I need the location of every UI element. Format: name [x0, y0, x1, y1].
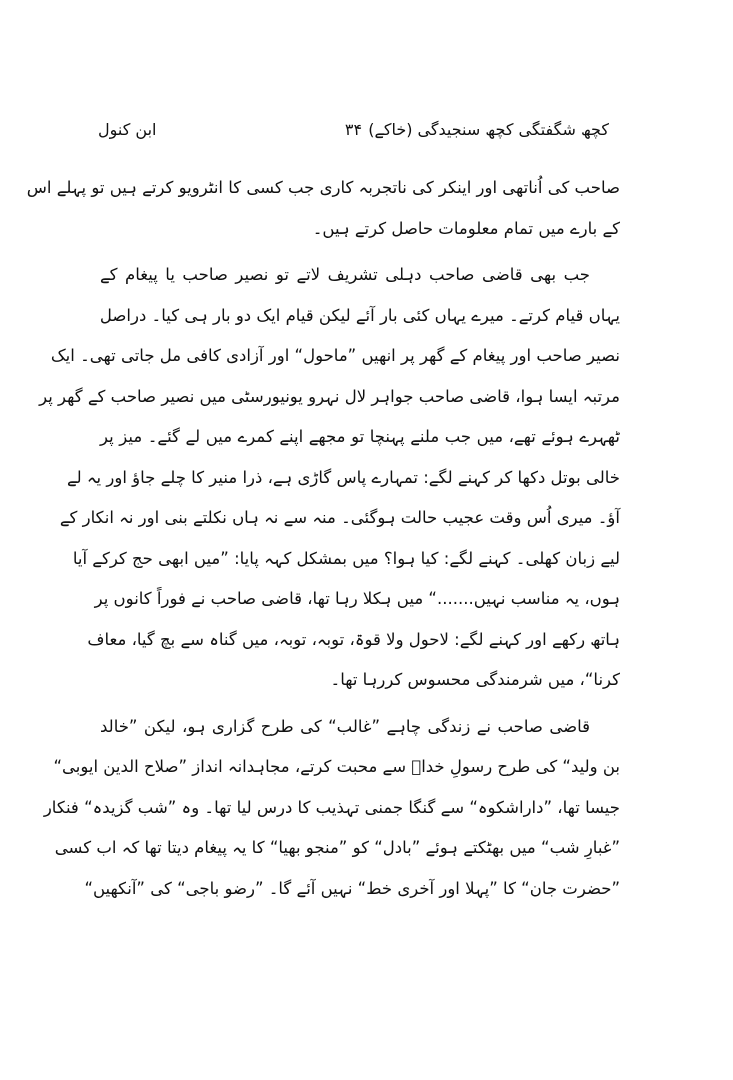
text-line: قاضی صاحب نے زندگی چاہے ”غالب“ کی طرح گزاری ہو، لیکن ”خالد	[100, 716, 590, 736]
text-line: جب بھی قاضی صاحب دہلی تشریف لاتے تو نصیر صاحب یا پیغام کے	[100, 265, 590, 284]
text-line: ٹھہرے ہوئے تھے، میں جب ملنے پہنچا تو مجھے اپنے کمرے میں لے گئے۔ میز پر	[100, 427, 620, 446]
running-header	[98, 108, 609, 152]
author-name: ابن کنول	[98, 120, 157, 139]
text-line: کرنا“، میں شرمندگی محسوس کررہا تھا۔	[330, 670, 620, 689]
text-line: ہوں، یہ مناسب نہیں.......“ میں ہکلا رہا تھا، قاضی صاحب نے فوراً کانوں پر	[94, 589, 620, 608]
paragraph	[43, 707, 620, 910]
text-line: یہاں قیام کرتے۔ میرے یہاں کئی بار آئے لیکن قیام ایک دو بار ہی کیا۔ دراصل	[99, 305, 620, 325]
paragraph	[26, 168, 620, 249]
paragraph	[39, 255, 620, 701]
text-line: مرتبہ ایسا ہوا، قاضی صاحب جواہر لال نہرو یونیورسٹی میں نصیر صاحب کے گھر پر	[39, 386, 620, 406]
text-line: نصیر صاحب اور پیغام کے گھر پر انھیں ”ماحول“ اور آزادی کافی مل جاتی تھی۔ ایک	[50, 346, 620, 365]
text-line: ہاتھ رکھے اور کہنے لگے: لاحول ولا قوۃ، توبہ، توبہ، میں گناہ سے بچ گیا، معاف	[87, 629, 620, 649]
text-line: خالی بوتل دکھا کر کہنے لگے: تمہارے پاس گاڑی ہے، ذرا منیر کا چلے جاؤ اور یہ لے	[66, 467, 620, 487]
page-number: ۳۴	[344, 120, 363, 139]
book-title: کچھ شگفتگی کچھ سنجیدگی (خاکے)	[368, 120, 609, 139]
text-line: آؤ۔ میری اُس وقت عجیب حالت ہوگئی۔ منہ سے نہ ہاں نکلتے بنی اور نہ انکار کے	[59, 508, 620, 527]
text-line: ”غبارِ شب“ میں بھٹکتے ہوئے ”بادل“ کو ”منجو بھیا“ کا یہ پیغام دیتا تھا کہ اب کسی	[54, 838, 620, 857]
text-line: صاحب کی اُناتھی اور اینکر کی ناتجربہ کاری جب کسی کا انٹرویو کرتے ہیں تو پہلے اس	[26, 178, 620, 197]
text-line: بن ولید“ کی طرح رسولِ خداؐ سے محبت کرتے، مجاہدانہ انداز ”صلاح الدین ایوبی“	[53, 757, 620, 776]
text-line: لیے زبان کھلی۔ کہنے لگے: کیا ہوا؟ میں بمشکل کہہ پایا: ”میں ابھی حج کرکے آیا	[72, 548, 620, 568]
text-line: ”حضرت جان“ کا ”پہلا اور آخری خط“ نہیں آئے گا۔ ”رضو باجی“ کی ”آنکھیں“	[84, 878, 620, 898]
body-text	[26, 168, 620, 909]
text-line: جیسا تھا، ”داراشکوہ“ سے گنگا جمنی تہذیب کا درس لیا تھا۔ وہ ”شب گزیدہ“ فنکار	[43, 797, 620, 817]
text-line: کے بارے میں تمام معلومات حاصل کرتے ہیں۔	[312, 218, 620, 238]
